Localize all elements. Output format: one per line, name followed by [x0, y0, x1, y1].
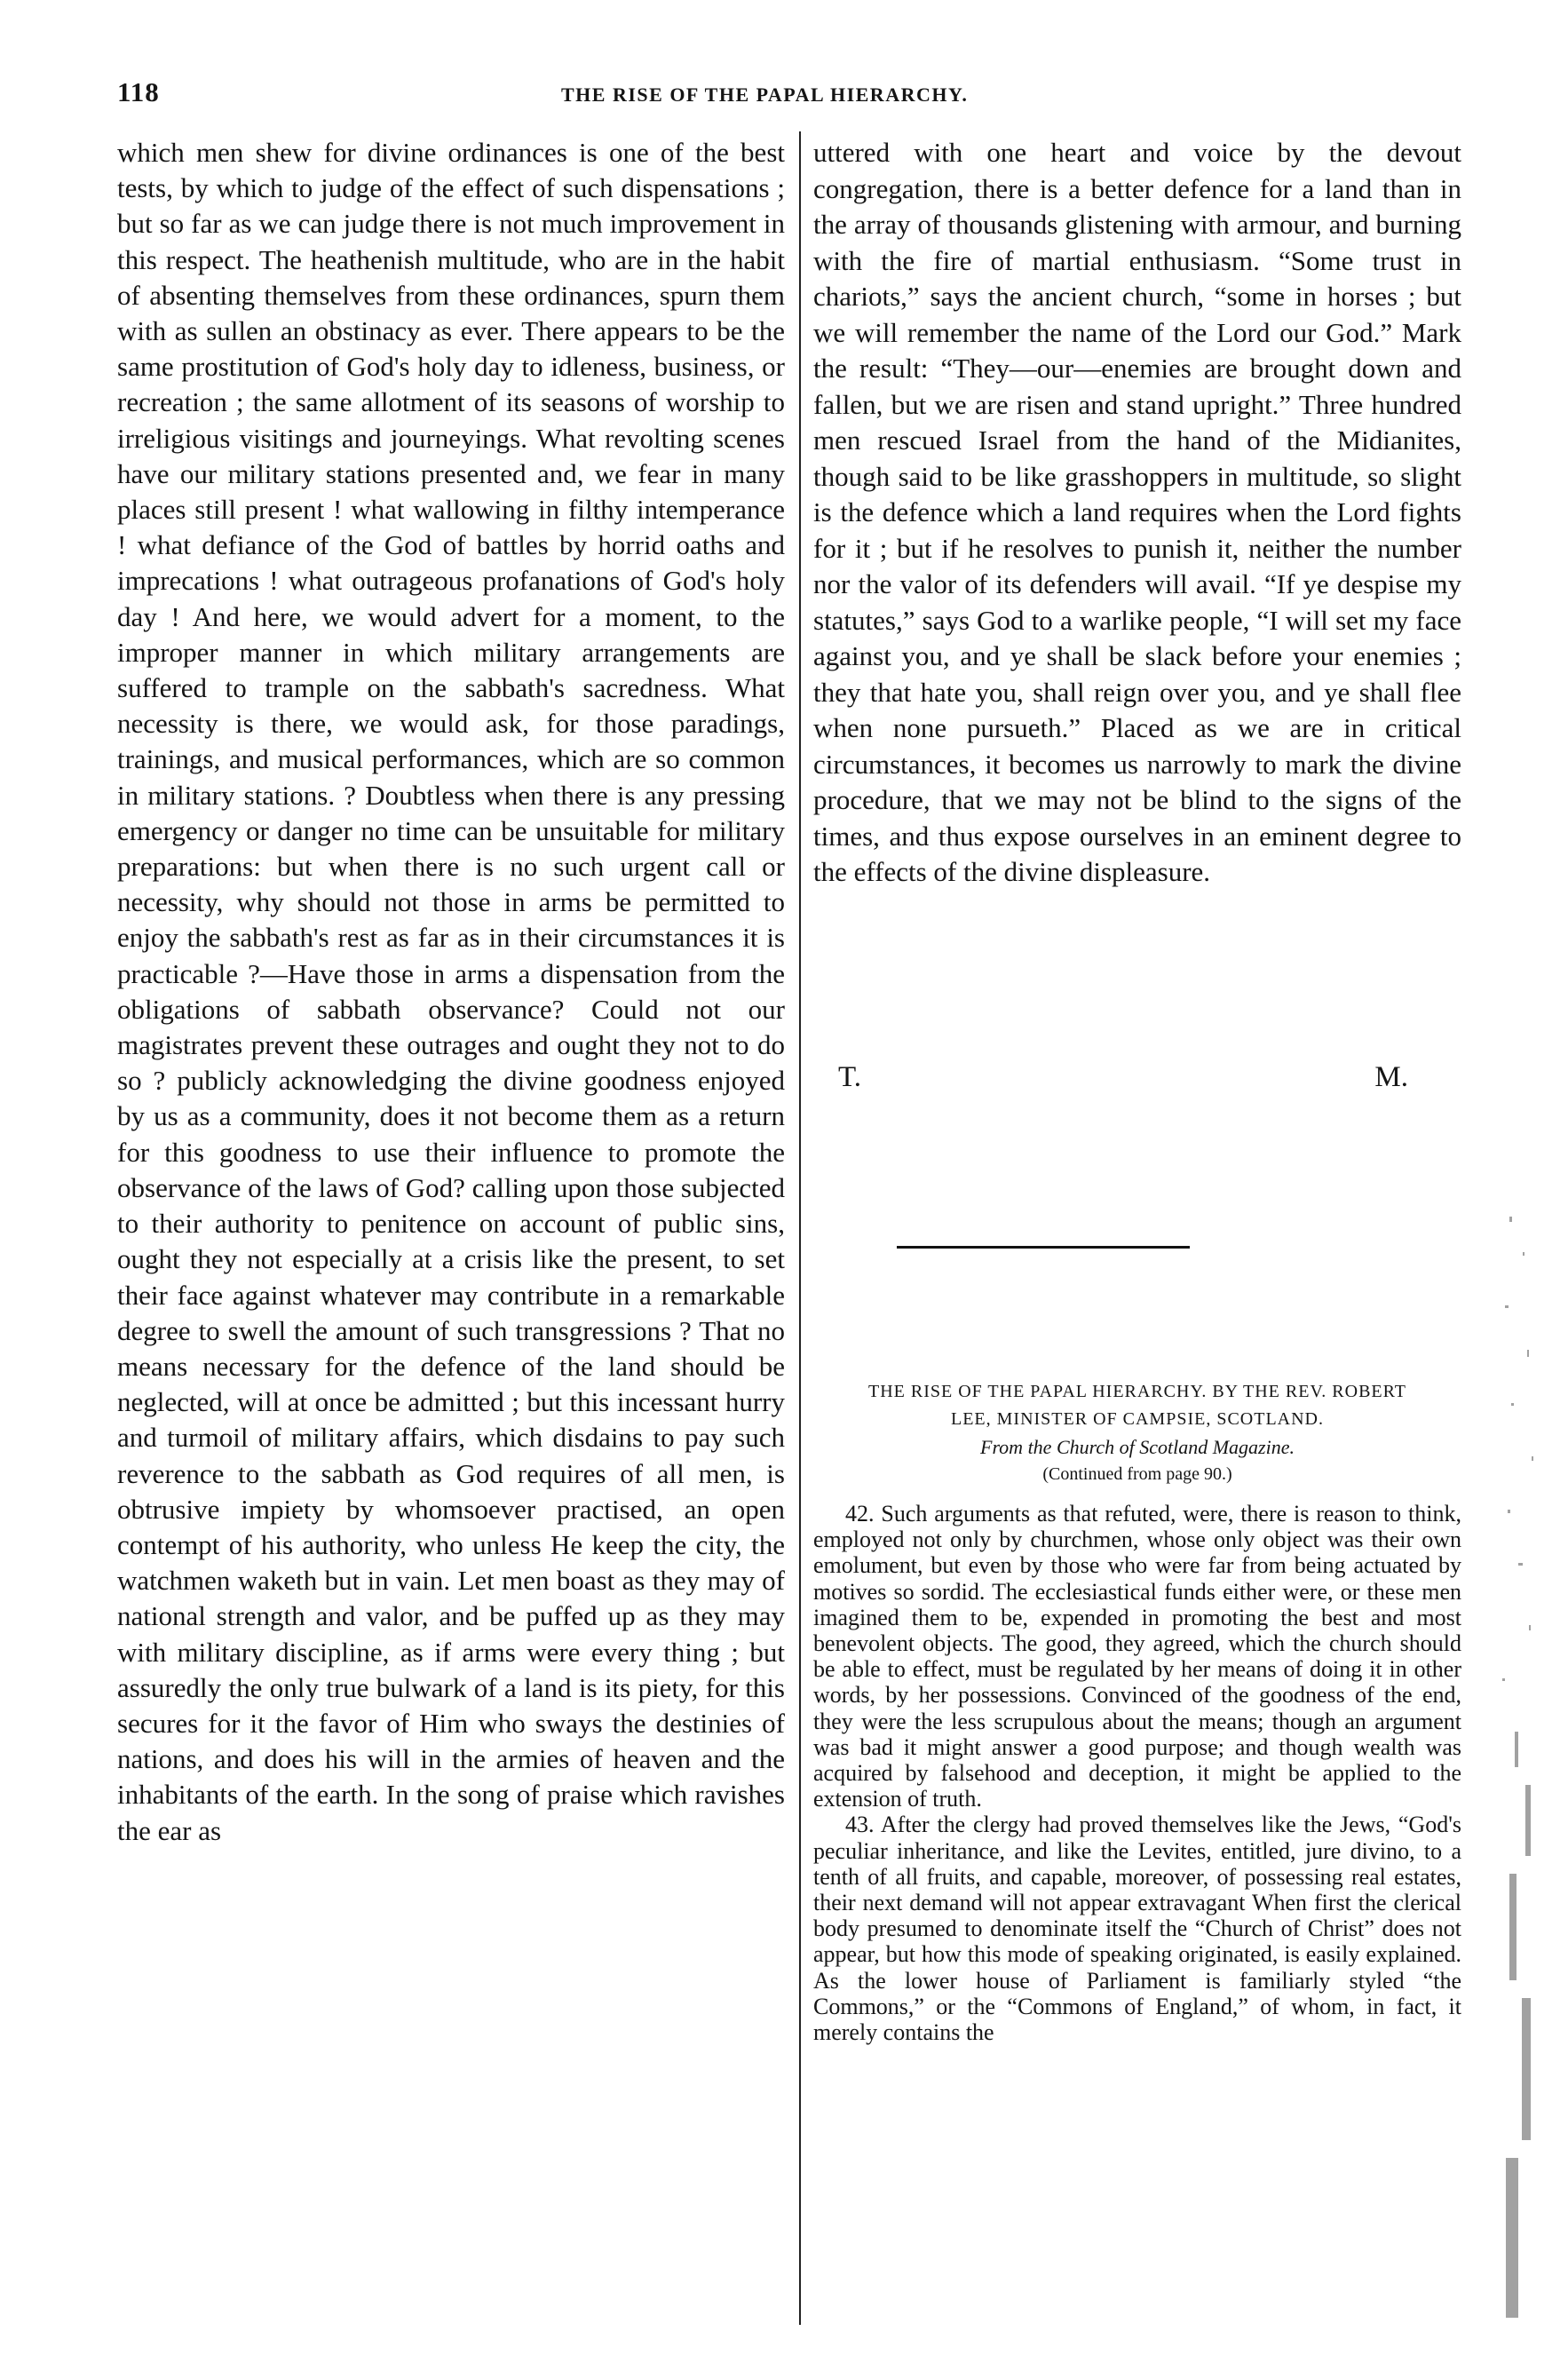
article-title-line-2: LEE, MINISTER OF CAMPSIE, SCOTLAND.: [950, 1409, 1325, 1429]
signature-initial-m: M.: [1374, 1061, 1408, 1093]
article-heading: [813, 1378, 1461, 1488]
running-head: THE RISE OF THE PAPAL HIERARCHY.: [561, 83, 969, 106]
left-column: [117, 135, 785, 1849]
left-column-text: which men shew for divine ordinances is one of the best tests, by which to judge of the effect of such dispensations ; but so far as we can judge there is not much improvement in this respect. The heathenish multitude, who are in the habit of absenting themselves from these ordinances, spurn them with as sullen an obstinacy as ever. There appears to be the same prostitution of God's holy day to idleness, business, or recreation ; the same allotment of its seasons of worship to irreligious visitings and journeyings. What revolting scenes have our military stations presented and, we fear in many places still present ! what wallowing in filthy intemperance ! what defiance of the God of battles by horrid oaths and imprecations ! what outrageous profanations of God's holy day ! And here, we would advert for a moment, to the improper manner in which military arrangements are suffered to trample on the sabbath's sacredness. What necessity is there, we would ask, for those paradings, trainings, and musical performances, which are so common in military stations. ? Doubtless when there is any pressing emergency or danger no time can be unsuitable for military preparations: but when there is no such urgent call or necessity, why should not those in arms be permitted to enjoy the sabbath's rest as far as in their circumstances it is practicable ?—Have those in arms a dispensation from the obligations of sabbath observance? Could not our magistrates prevent these outrages and ought they not to do so ? publicly acknowledging the divine goodness enjoyed by us as a community, does it not become them as a return for this goodness to use their influence to promote the observance of the laws of God? calling upon those subjected to their authority to penitence on account of public sins, ought they not especially at a crisis like the present, to set their face against whatever may contribute in a remarkable degree to swell the amount of such transgressions ? That no means necessary for the defence of the land should be neglected, will at once be admitted ; but this incessant hurry and turmoil of military affairs, which disdains to pay such reverence to the sabbath as God requires of all men, is obtrusive impiety by whomsoever practised, an open contempt of his authority, who unless He keep the city, the watchmen waketh but in vain. Let men boast as they may of national strength and valor, and be puffed up as they may with military discipline, as if arms were every thing ; but assuredly the only true bulwark of a land is its piety, for this secures for it the favor of Him who sways the destinies of nations, and does his will in the armies of heaven and the inhabitants of the earth. In the song of praise which ravishes the ear as: [117, 137, 785, 1846]
column-divider: [799, 131, 801, 2325]
right-column-top: [813, 135, 1461, 891]
page-number: 118: [117, 76, 160, 107]
scan-noise-margin: [1492, 1199, 1554, 2335]
page-header: [117, 76, 1458, 121]
article-continued-note: (Continued from page 90.): [1042, 1464, 1232, 1484]
signature: [813, 1061, 1435, 1106]
signature-initial-t: T.: [838, 1061, 861, 1093]
right-column-text: uttered with one heart and voice by the devout congregation, there is a better defence for a land than in the array of thousands glistening with armour, and burning with the fire of martial enthusiasm. “Some trust in chariots,” says the ancient church, “some in horses ; but we will remember the name of the Lord our God.” Mark the result: “They—our—enemies are brought down and fallen, but we are risen and stand upright.” Three hundred men rescued Israel from the hand of the Midianites, though said to be like grasshoppers in multitude, so slight is the defence which a land requires when the Lord fights for it ; but if he resolves to punish it, neither the number nor the valor of its defenders will avail. “If ye despise my statutes,” says God to a warlike people, “I will set my face against you, and ye shall be slack before your enemies ; they that hate you, shall reign over you, and ye shall flee when none pursueth.” Placed as we are in critical circumstances, it becomes us narrowly to mark the divine procedure, that we may not be blind to the signs of the times, and thus expose ourselves in an eminent degree to the effects of the divine displeasure.: [813, 137, 1461, 887]
article-paragraph-42: 42. Such arguments as that refuted, were, there is reason to think, employed not only by churchmen, whose only object was their own emolument, but even by those who were far from being actuated by motives so sordid. The ecclesiastical funds either were, or these men imagined them to be, expended in promoting the best and most benevolent objects. The good, they agreed, which the church should be able to effect, must be regulated by her means of doing it in other words, by her possessions. Convinced of the goodness of the end, they were the less scrupulous about the means; though an argument was bad it might answer a good purpose; and though wealth was acquired by falsehood and deception, it might be applied to the extension of truth.: [813, 1501, 1461, 1812]
section-divider: [897, 1246, 1190, 1249]
article-body: [813, 1501, 1461, 2045]
article-title-line-1: THE RISE OF THE PAPAL HIERARCHY. BY THE REV. ROBERT: [868, 1382, 1406, 1401]
article-paragraph-43: 43. After the clergy had proved themselves like the Jews, “God's peculiar inheritance, and like the Levites, entitled, jure divino, to a tenth of all fruits, and capable, moreover, of possessing real estates, their next demand will not appear extravagant When first the clerical body presumed to denominate itself the “Church of Christ” does not appear, but how this mode of speaking originated, is easily explained. As the lower house of Parliament is familiarly styled “the Commons,” or the “Commons of England,” of whom, in fact, it merely contains the: [813, 1812, 1461, 2046]
article-source: From the Church of Scotland Magazine.: [980, 1436, 1295, 1458]
